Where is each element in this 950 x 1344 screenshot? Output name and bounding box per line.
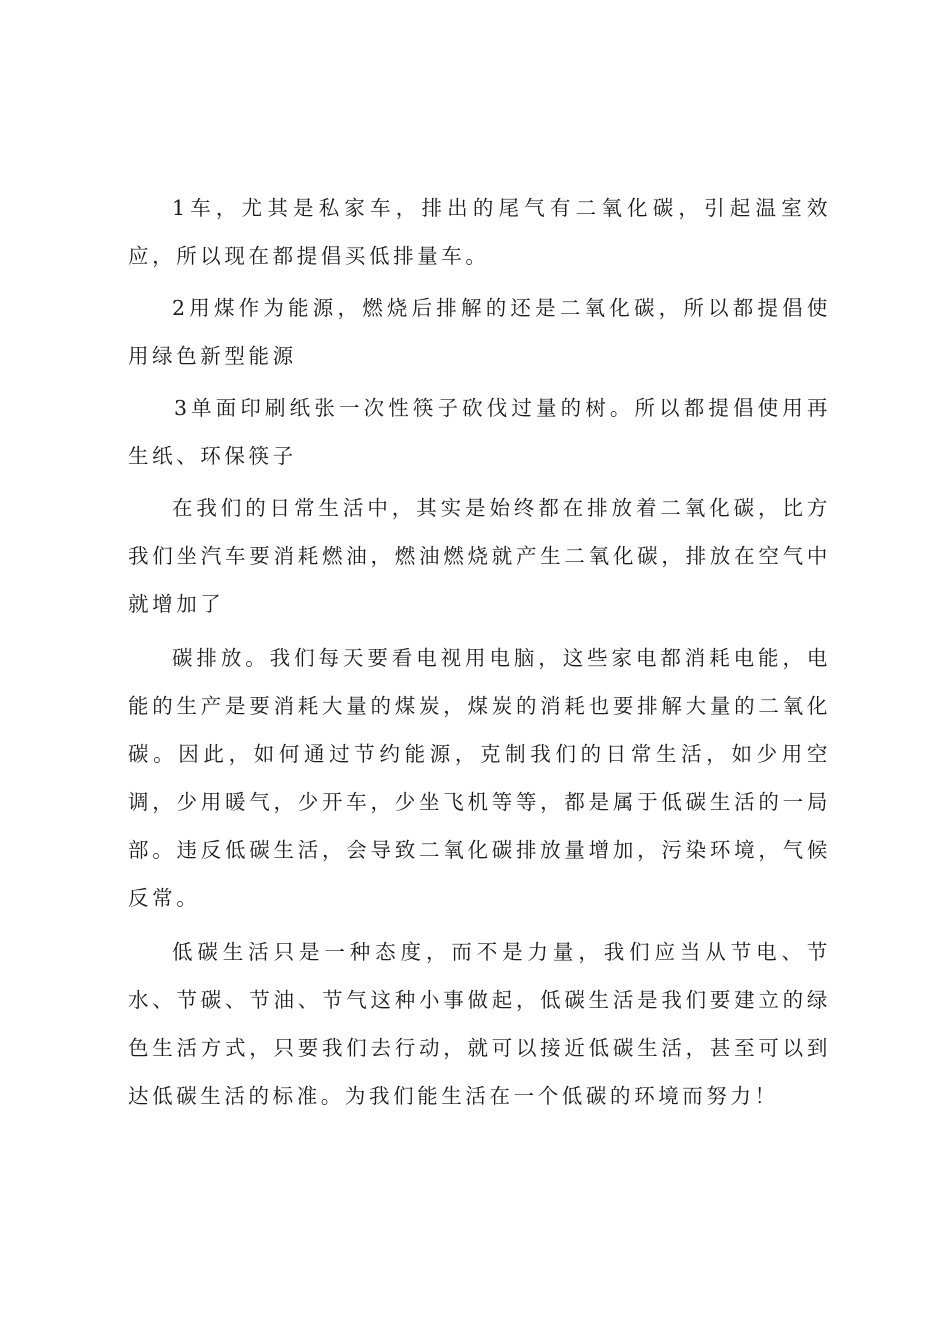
paragraph-private-cars: 1车，尤其是私家车，排出的尾气有二氧化碳，引起温室效应，所以现在都提倡买低排量车。 (128, 196, 831, 268)
paragraph-low-carbon-attitude: 低碳生活只是一种态度，而不是力量，我们应当从节电、节水、节碳、节油、节气这种小事做起，低碳生活是我们要建立的绿色生活方式，只要我们去行动，就可以接近低碳生活，甚至可以到达低碳生活的标准。为我们能生活在一个低碳的环境而努力！ (128, 940, 831, 1108)
document-body (128, 184, 831, 1124)
paragraph-daily-emissions: 在我们的日常生活中，其实是始终都在排放着二氧化碳，比方我们坐汽车要消耗燃油，燃油燃烧就产生二氧化碳，排放在空气中就增加了 (128, 496, 831, 616)
paragraph-electricity-consumption: 碳排放。我们每天要看电视用电脑，这些家电都消耗电能，电能的生产是要消耗大量的煤炭，煤炭的消耗也要排解大量的二氧化碳。因此，如何通过节约能源，克制我们的日常生活，如少用空调，少用暖气，少开车，少坐飞机等等，都是属于低碳生活的一局部。违反低碳生活，会导致二氧化碳排放量增加，污染环境，气候反常。 (128, 646, 831, 910)
paragraph-paper-chopsticks: 3单面印刷纸张一次性筷子砍伐过量的树。所以都提倡使用再生纸、环保筷子 (128, 396, 831, 468)
paragraph-coal-energy: 2用煤作为能源，燃烧后排解的还是二氧化碳，所以都提倡使用绿色新型能源 (128, 296, 831, 368)
